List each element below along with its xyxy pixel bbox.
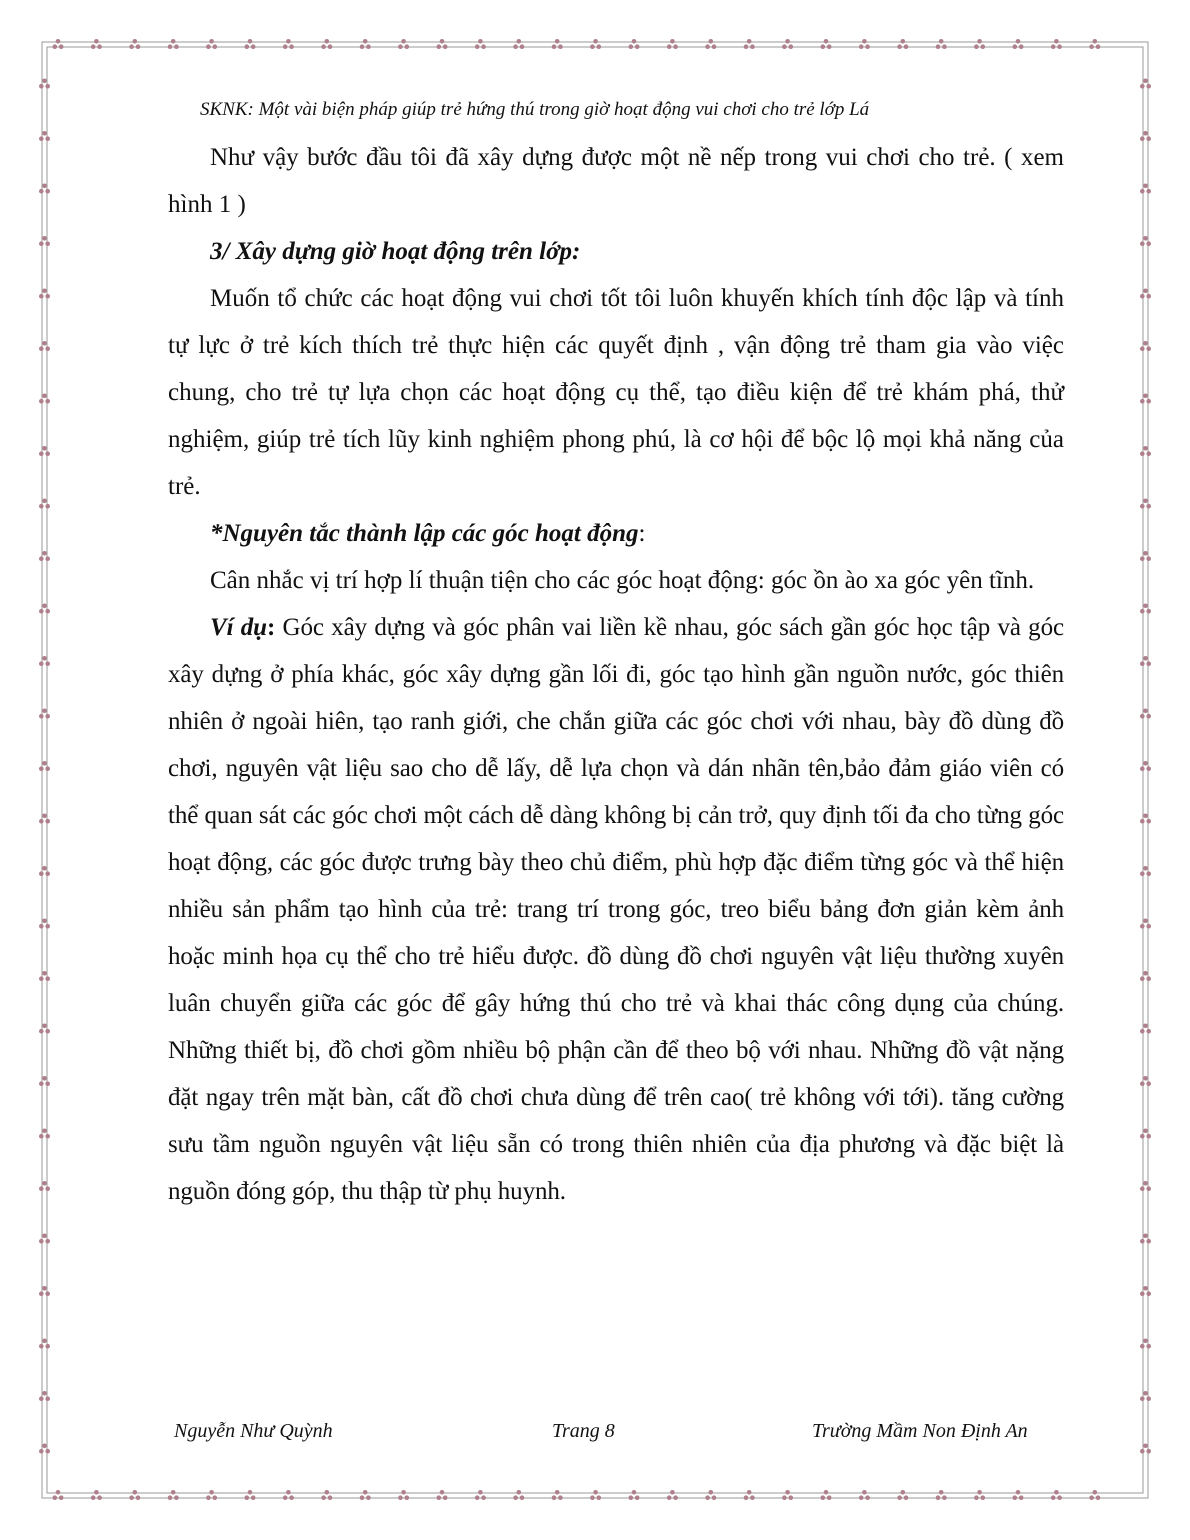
border-ornament (1140, 499, 1151, 509)
border-ornament (1140, 866, 1151, 876)
border-ornament (1140, 919, 1151, 929)
border-ornament (936, 1490, 947, 1500)
border-ornament (1140, 1444, 1151, 1454)
principle-heading-text: *Nguyên tắc thành lập các góc hoạt động (210, 520, 639, 547)
border-ornament (897, 1490, 908, 1500)
border-ornament (1140, 394, 1151, 404)
border-ornament (39, 1286, 50, 1296)
footer-author: Nguyễn Như Quỳnh (174, 1420, 333, 1442)
border-ornament (168, 1490, 179, 1500)
border-ornament (437, 39, 448, 49)
border-ornament (1140, 1129, 1151, 1139)
border-ornament (1140, 604, 1151, 614)
border-ornament (39, 709, 50, 719)
border-ornament (321, 1490, 332, 1500)
border-ornament (283, 39, 294, 49)
example-colon: : (266, 614, 276, 641)
border-ornament (821, 39, 832, 49)
border-ornament (39, 289, 50, 299)
border-ornament (39, 1076, 50, 1086)
border-ornament (206, 39, 217, 49)
paragraph-activities: Muốn tổ chức các hoạt động vui chơi tốt tôi luôn khuyến khích tính độc lập và tính tự lực ở trẻ kích thích trẻ thực hiện các quyết định , vận động trẻ tham gia vào việc chung, cho trẻ tự lựa chọn các hoạt động cụ thể, tạo điều kiện để trẻ khám phá, thử nghiệm, giúp trẻ tích lũy kinh nghiệm phong phú, là cơ hội để bộc lộ mọi khả năng của trẻ. (168, 285, 1064, 500)
border-ornament (1089, 39, 1100, 49)
border-ornament (1140, 709, 1151, 719)
border-ornament (39, 761, 50, 771)
border-ornament (1140, 971, 1151, 981)
border-ornament (1140, 1391, 1151, 1401)
border-ornament (1140, 1076, 1151, 1086)
border-ornament (1140, 236, 1151, 246)
border-ornament (39, 1391, 50, 1401)
border-ornament (360, 1490, 371, 1500)
paragraph-principle: Cân nhắc vị trí hợp lí thuận tiện cho các góc hoạt động: góc ồn ào xa góc yên tĩnh. (210, 567, 1035, 594)
border-ornament (821, 1490, 832, 1500)
border-ornament (1140, 1024, 1151, 1034)
paragraph-intro: Như vậy bước đầu tôi đã xây dựng được một nề nếp trong vui chơi cho trẻ. ( xem hình 1 ) (168, 144, 1064, 218)
border-ornament (936, 39, 947, 49)
border-ornament (1051, 39, 1062, 49)
border-ornament (39, 499, 50, 509)
border-ornament (1013, 39, 1024, 49)
border-ornament (590, 1490, 601, 1500)
border-ornament (513, 39, 524, 49)
border-ornament (475, 39, 486, 49)
principle-heading (168, 510, 1064, 557)
border-ornament (513, 1490, 524, 1500)
border-ornament (437, 1490, 448, 1500)
border-ornament (1140, 1234, 1151, 1244)
border-ornament (1051, 1490, 1062, 1500)
border-ornament (39, 1444, 50, 1454)
border-ornament (744, 1490, 755, 1500)
border-ornament (39, 814, 50, 824)
principle-colon: : (638, 520, 646, 547)
border-ornament (39, 971, 50, 981)
border-ornament (1140, 761, 1151, 771)
border-ornament (39, 1024, 50, 1034)
border-ornament (744, 39, 755, 49)
border-ornament (245, 1490, 256, 1500)
border-ornament (39, 131, 50, 141)
border-ornament (667, 1490, 678, 1500)
footer-page-number: Trang 8 (552, 1420, 615, 1442)
border-ornament (129, 39, 140, 49)
border-ornament (39, 1181, 50, 1191)
border-ornament (705, 1490, 716, 1500)
border-ornament (53, 39, 64, 49)
border-ornament (1140, 79, 1151, 89)
border-ornament (1140, 814, 1151, 824)
border-ornament (91, 39, 102, 49)
border-ornament (39, 79, 50, 89)
border-ornament (1140, 1339, 1151, 1349)
border-ornament (39, 236, 50, 246)
border-ornament (39, 184, 50, 194)
border-ornament (398, 1490, 409, 1500)
section-heading (168, 228, 1064, 275)
border-ornament (629, 1490, 640, 1500)
border-ornament (398, 39, 409, 49)
border-ornament (1140, 446, 1151, 456)
border-ornament (475, 1490, 486, 1500)
border-ornament (782, 39, 793, 49)
border-ornament (283, 1490, 294, 1500)
example-text: Góc xây dựng và góc phân vai liền kề nhau, góc sách gần góc học tập và góc xây dựng ở phía khác, góc xây dựng gần lối đi, góc tạo hình gần nguồn nước, góc thiên nhiên ở ngoài hiên, tạo ranh giới, che chắn giữa các góc chơi với nhau, bày đồ dùng đồ chơi, nguyên vật liệu sao cho dễ lấy, dễ lựa chọn và dán nhãn tên,bảo đảm giáo viên có thể quan sát các góc chơi một cách dễ dàng không bị cản trở, quy định tối đa cho từng góc hoạt động, các góc được trưng bày theo chủ điểm, phù hợp đặc điểm từng góc và thể hiện nhiều sản phẩm tạo hình của trẻ: trang trí trong góc, treo biểu bảng đơn giản kèm ảnh hoặc minh họa cụ thể cho trẻ hiểu được. đồ dùng đồ chơi nguyên vật liệu thường xuyên luân chuyển giữa các góc để gây hứng thú cho trẻ và khai thác công dụng của chúng. Những thiết bị, đồ chơi gồm nhiều bộ phận cần để theo bộ với nhau. Những đồ vật nặng đặt ngay trên mặt bàn, cất đồ chơi chưa dùng để trên cao( trẻ không với tới). tăng cường sưu tầm nguồn nguyên vật liệu sẵn có trong thiên nhiên của địa phương và đặc biệt là nguồn đóng góp, thu thập từ phụ huynh. (168, 614, 1064, 1205)
border-ornament (245, 39, 256, 49)
border-ornament (39, 446, 50, 456)
border-ornament (1140, 1286, 1151, 1296)
border-ornament (39, 394, 50, 404)
border-ornament (206, 1490, 217, 1500)
paragraph-example (168, 604, 1064, 1215)
border-ornament (590, 39, 601, 49)
border-ornament (1140, 551, 1151, 561)
section-heading-text: 3/ Xây dựng giờ hoạt động trên lớp: (210, 238, 581, 265)
border-ornament (360, 39, 371, 49)
border-ornament (1140, 1181, 1151, 1191)
border-ornament (974, 39, 985, 49)
border-ornament (897, 39, 908, 49)
border-ornament (39, 866, 50, 876)
border-ornament (1140, 184, 1151, 194)
border-ornament (974, 1490, 985, 1500)
border-ornament (53, 1490, 64, 1500)
border-ornament (859, 39, 870, 49)
border-ornament (39, 1129, 50, 1139)
example-label: Ví dụ (210, 614, 267, 641)
border-ornament (91, 1490, 102, 1500)
border-ornament (552, 39, 563, 49)
border-ornament (39, 1339, 50, 1349)
border-ornament (782, 1490, 793, 1500)
border-ornament (1140, 289, 1151, 299)
footer-school: Trường Mầm Non Định An (812, 1420, 1028, 1442)
border-ornament (321, 39, 332, 49)
border-ornament (39, 341, 50, 351)
border-ornament (705, 39, 716, 49)
document-header: SKNK: Một vài biện pháp giúp trẻ hứng thú trong giờ hoạt động vui chơi cho trẻ lớp Lá (200, 99, 870, 120)
border-ornament (168, 39, 179, 49)
border-ornament (1140, 656, 1151, 666)
border-ornament (1140, 341, 1151, 351)
border-ornament (667, 39, 678, 49)
border-ornament (552, 1490, 563, 1500)
border-ornament (1089, 1490, 1100, 1500)
border-ornament (39, 919, 50, 929)
border-ornament (39, 656, 50, 666)
border-ornament (629, 39, 640, 49)
border-ornament (129, 1490, 140, 1500)
border-ornament (39, 604, 50, 614)
border-ornament (1140, 131, 1151, 141)
border-ornament (39, 551, 50, 561)
border-ornament (39, 1234, 50, 1244)
border-ornament (859, 1490, 870, 1500)
border-ornament (1013, 1490, 1024, 1500)
document-body (168, 134, 1064, 1215)
